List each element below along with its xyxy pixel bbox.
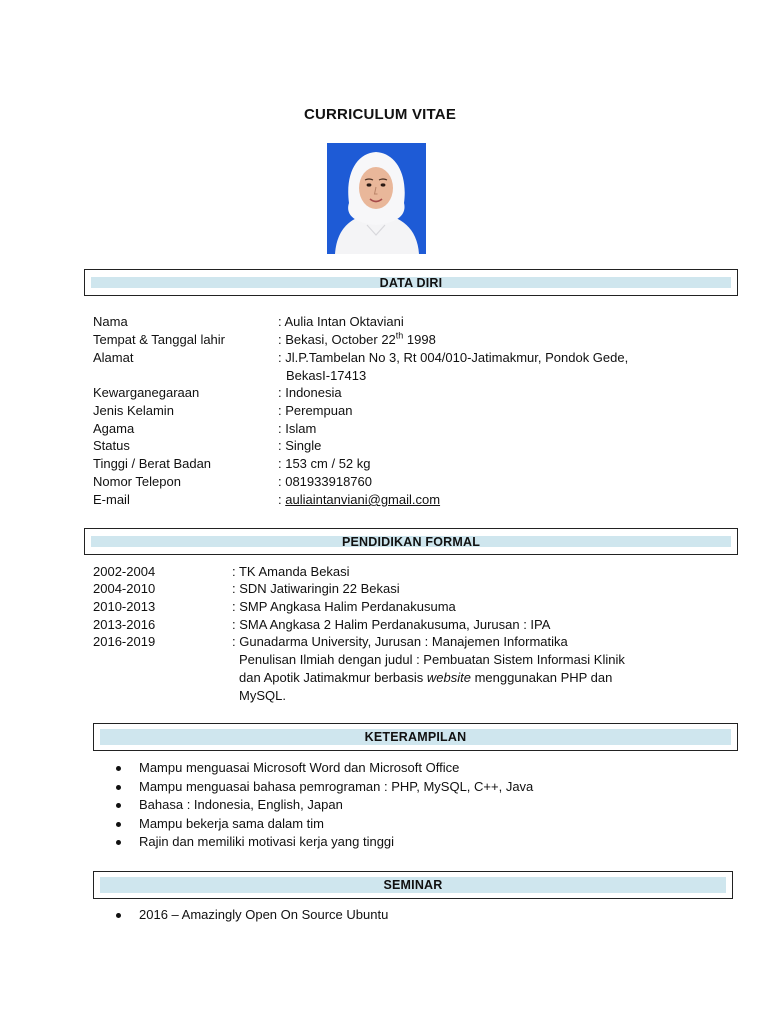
bullet-dot <box>116 913 121 918</box>
section-title: KETERAMPILAN <box>364 730 467 744</box>
field-value: : Islam <box>278 421 317 436</box>
edu-year: 2016-2019 <box>93 634 156 649</box>
bullet-dot <box>116 822 121 827</box>
bullet-dot <box>116 785 121 790</box>
thesis-text: Penulisan Ilmiah dengan judul : Pembuatan Sistem Informasi Klinik <box>239 652 625 667</box>
field-value: : Indonesia <box>278 385 342 400</box>
section-seminar <box>93 871 733 899</box>
edu-school: : TK Amanda Bekasi <box>232 564 350 579</box>
skill-text: Mampu menguasai Microsoft Word dan Microsoft Office <box>139 760 460 775</box>
skill-item <box>0 796 768 815</box>
field-value-cont: BekasI-17413 <box>286 368 367 383</box>
field-label: Alamat <box>93 350 134 365</box>
thesis-text: MySQL. <box>239 688 286 703</box>
field-label: Agama <box>93 421 135 436</box>
email-prefix: : <box>278 492 286 507</box>
skill-text: Rajin dan memiliki motivasi kerja yang tinggi <box>139 834 395 849</box>
bullet-dot <box>116 840 121 845</box>
section-title: SEMINAR <box>383 878 443 892</box>
skill-text: Bahasa : Indonesia, English, Japan <box>139 797 343 812</box>
field-label: E-mail <box>93 492 130 507</box>
section-keterampilan <box>93 723 738 751</box>
bullet-dot <box>116 803 121 808</box>
bullet-dot <box>116 766 121 771</box>
section-pendidikan-formal <box>84 528 738 555</box>
field-value: : Aulia Intan Oktaviani <box>278 314 404 329</box>
edu-year: 2010-2013 <box>93 599 156 614</box>
profile-photo <box>327 143 426 254</box>
section-data-diri <box>84 269 738 296</box>
date-text: : Bekasi, October 22 <box>278 332 396 347</box>
field-value: : Single <box>278 438 322 453</box>
edu-school: : SMP Angkasa Halim Perdanakusuma <box>232 599 456 614</box>
field-label: Tinggi / Berat Badan <box>93 456 212 471</box>
field-value <box>278 331 436 349</box>
skill-item <box>0 833 768 852</box>
date-year: 1998 <box>403 332 436 347</box>
skill-text: Mampu bekerja sama dalam tim <box>139 816 324 831</box>
field-value: : 081933918760 <box>278 474 372 489</box>
edu-year: 2002-2004 <box>93 564 156 579</box>
field-label: Kewarganegaraan <box>93 385 200 400</box>
page-title: CURRICULUM VITAE <box>303 106 457 123</box>
seminar-item <box>0 906 768 925</box>
edu-school: : SDN Jatiwaringin 22 Bekasi <box>232 581 400 596</box>
field-value: : Jl.P.Tambelan No 3, Rt 004/010-Jatimakmur, Pondok Gede, <box>278 350 629 365</box>
thesis-text <box>239 669 612 687</box>
field-value: : 153 cm / 52 kg <box>278 456 371 471</box>
skill-item <box>0 815 768 834</box>
thesis-pre: dan Apotik Jatimakmur berbasis <box>239 670 427 685</box>
section-title: DATA DIRI <box>379 275 443 290</box>
field-value <box>278 491 440 509</box>
edu-year: 2004-2010 <box>93 581 156 596</box>
field-label: Tempat & Tanggal lahir <box>93 332 226 347</box>
field-label: Status <box>93 438 130 453</box>
field-label: Nomor Telepon <box>93 474 181 489</box>
section-title: PENDIDIKAN FORMAL <box>341 534 481 549</box>
field-label: Nama <box>93 314 128 329</box>
seminar-text: 2016 – Amazingly Open On Source Ubuntu <box>139 907 389 922</box>
field-label: Jenis Kelamin <box>93 403 174 418</box>
edu-year: 2013-2016 <box>93 617 156 632</box>
field-value: : Perempuan <box>278 403 353 418</box>
skill-text: Mampu menguasai bahasa pemrograman : PHP, MySQL, C++, Java <box>139 779 534 794</box>
date-suffix: th <box>395 330 404 341</box>
edu-school: : Gunadarma University, Jurusan : Manajemen Informatika <box>232 634 568 649</box>
thesis-italic: website <box>426 670 471 685</box>
thesis-post: menggunakan PHP dan <box>470 670 613 685</box>
portrait-image <box>327 143 426 254</box>
email-link[interactable]: auliaintanviani@gmail.com <box>285 492 441 507</box>
skill-item <box>0 778 768 797</box>
edu-school: : SMA Angkasa 2 Halim Perdanakusuma, Jurusan : IPA <box>232 617 551 632</box>
skill-item <box>0 759 768 778</box>
